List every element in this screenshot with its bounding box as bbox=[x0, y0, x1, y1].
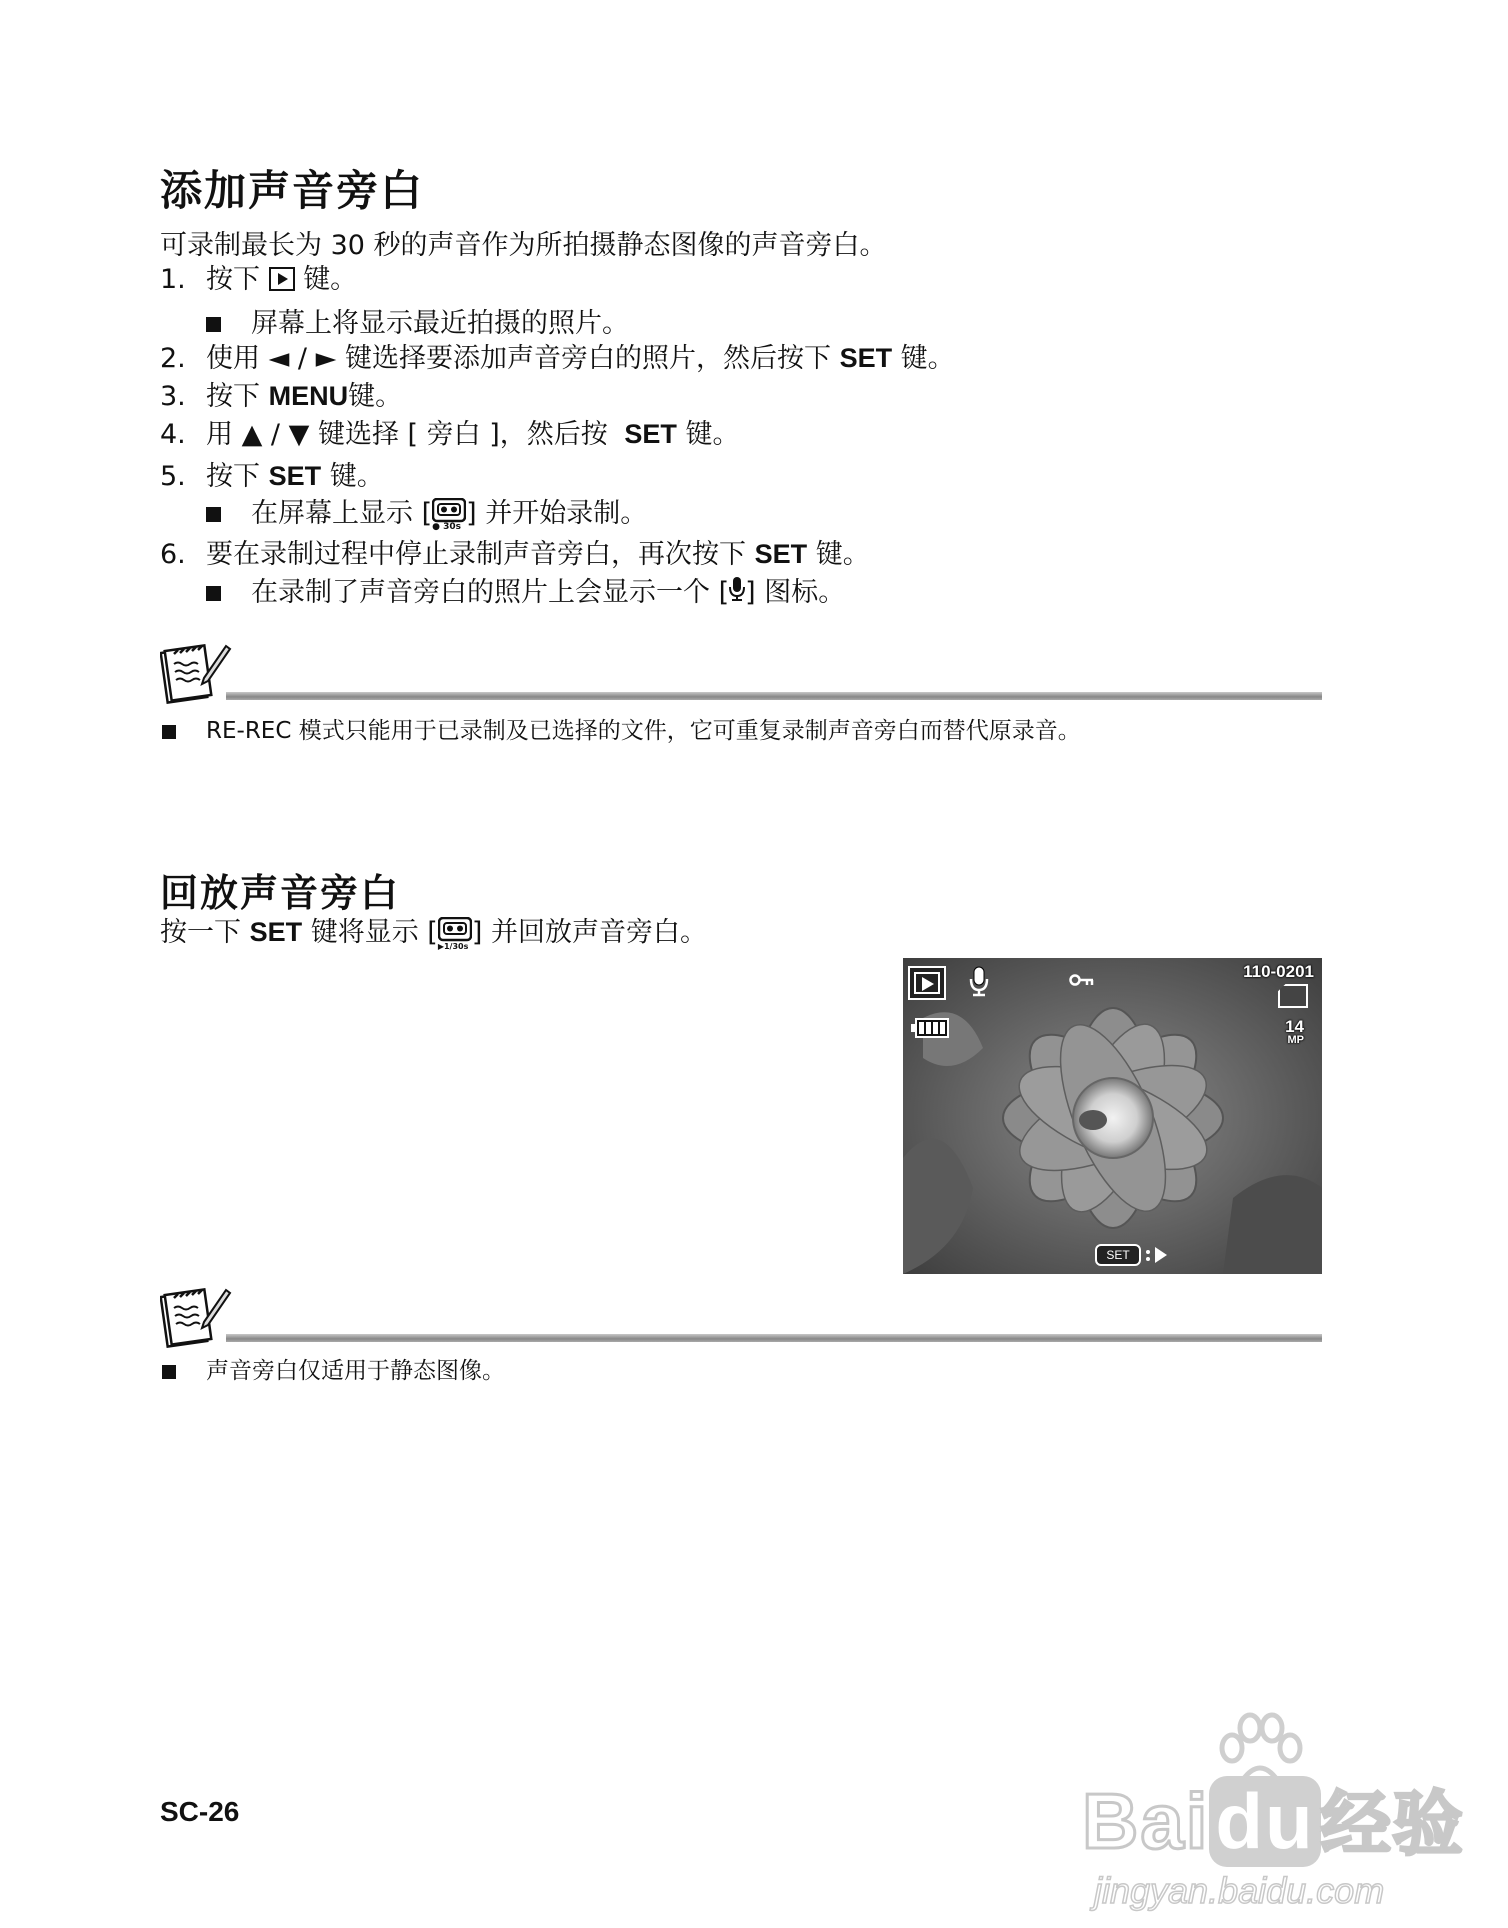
bullet-square-icon bbox=[162, 1365, 176, 1379]
voice-playback-icon bbox=[438, 917, 472, 951]
battery-icon bbox=[911, 1018, 949, 1038]
megapixel-unit: MP bbox=[1287, 1034, 1304, 1046]
step-3: 3. 按下 MENU键。 bbox=[160, 381, 403, 412]
bullet-square-icon bbox=[206, 507, 221, 522]
baidu-jingyan-logo: Baidu经验 bbox=[1082, 1777, 1465, 1865]
step-6-bullet: 在录制了声音旁白的照片上会显示一个 [ ] 图标。 bbox=[206, 575, 845, 612]
play-badge: ▶1/30s bbox=[437, 941, 469, 951]
section1-title: 添加声音旁白 bbox=[160, 166, 425, 215]
set-button-hint: SET bbox=[1095, 1244, 1141, 1266]
microphone-icon bbox=[729, 576, 745, 612]
step-1: 1. 按下 键。 bbox=[160, 264, 358, 295]
step-5-bullet: 在屏幕上显示 [ ● 30s ] 并开始录制。 bbox=[206, 496, 647, 532]
note-divider bbox=[226, 1334, 1322, 1342]
page-number: SC-26 bbox=[160, 1796, 240, 1827]
section2-title: 回放声音旁白 bbox=[160, 871, 401, 915]
notepad-pencil-icon bbox=[160, 1284, 232, 1360]
protect-key-icon bbox=[1069, 972, 1095, 991]
bullet-square-icon bbox=[206, 317, 221, 332]
file-number: 110-0201 bbox=[1243, 962, 1314, 981]
voice-recording-icon bbox=[432, 498, 466, 532]
playback-key-icon bbox=[269, 267, 295, 291]
step-4: 4. 用 ▲ / ▼ 键选择 [ 旁白 ]，然后按 SET 键。 bbox=[160, 419, 740, 450]
microphone-icon bbox=[969, 966, 989, 1002]
step-1-bullet: 屏幕上将显示最近拍摄的照片。 bbox=[206, 306, 629, 342]
colon-separator bbox=[1146, 1248, 1150, 1262]
baidu-jingyan-url: jingyan.baidu.com bbox=[1094, 1870, 1385, 1911]
rec-badge: ● 30s bbox=[432, 521, 462, 532]
note-divider bbox=[226, 692, 1322, 700]
flower-photo bbox=[903, 958, 1322, 1274]
note-1: RE-REC 模式只能用于已录制及已选择的文件，它可重复录制声音旁白而替代原录音。 bbox=[162, 716, 1081, 746]
bullet-square-icon bbox=[162, 725, 176, 739]
section1-intro: 可录制最长为 30 秒的声音作为所拍摄静态图像的声音旁白。 bbox=[160, 230, 887, 261]
note-2: 声音旁白仅适用于静态图像。 bbox=[162, 1356, 505, 1386]
notepad-pencil-icon bbox=[160, 640, 232, 716]
step-2: 2. 使用 ◄ / ► 键选择要添加声音旁白的照片，然后按下 SET 键。 bbox=[160, 343, 955, 374]
sd-card-icon bbox=[1278, 984, 1308, 1008]
camera-playback-screen bbox=[903, 958, 1322, 1274]
megapixel-value: 14 bbox=[1285, 1017, 1304, 1036]
play-arrow-icon bbox=[1155, 1247, 1167, 1263]
step-5: 5. 按下 SET 键。 bbox=[160, 461, 384, 492]
playback-mode-icon bbox=[908, 966, 946, 1000]
section2-text: 按一下 SET 键将显示 [ ▶1/30s ] 并回放声音旁白。 bbox=[160, 917, 707, 951]
step-6: 6. 要在录制过程中停止录制声音旁白，再次按下 SET 键。 bbox=[160, 539, 870, 570]
bullet-square-icon bbox=[206, 586, 221, 601]
